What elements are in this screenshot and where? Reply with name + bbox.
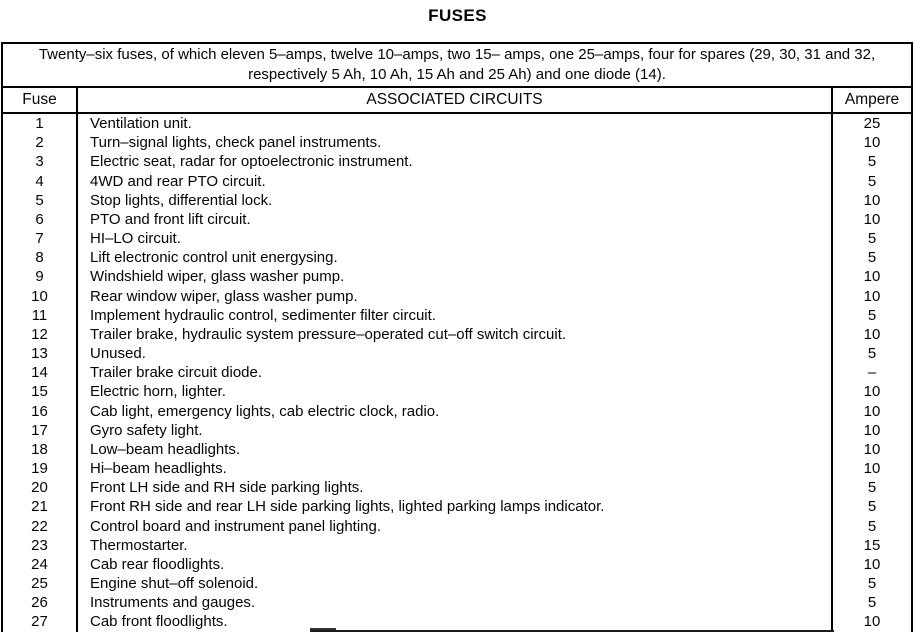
circuit-description-cell: Cab rear floodlights. <box>76 555 833 574</box>
ampere-value-cell: 5 <box>867 517 877 535</box>
fuse-number-cell: 14 <box>31 364 48 382</box>
table-row <box>3 229 911 248</box>
table-row <box>3 248 911 267</box>
ampere-value-cell: 5 <box>867 306 877 324</box>
ampere-value-cell: 5 <box>867 153 877 171</box>
table-row <box>3 344 911 363</box>
circuit-description-cell: Hi–beam headlights. <box>76 459 833 478</box>
ampere-value-cell: 10 <box>863 191 881 209</box>
fuse-number-cell: 27 <box>31 613 48 631</box>
fuse-number-cell: 25 <box>31 575 48 593</box>
ampere-value-cell: 10 <box>863 383 881 401</box>
table-row <box>3 152 911 171</box>
column-header-ampere: Ampere <box>844 91 900 108</box>
ampere-value-cell: 10 <box>863 460 881 478</box>
fuse-number-cell: 15 <box>31 383 48 401</box>
ampere-value-cell: 10 <box>863 440 881 458</box>
table-row <box>3 133 911 152</box>
circuit-description-cell: Rear window wiper, glass washer pump. <box>76 287 833 306</box>
table-row <box>3 478 911 497</box>
fuse-table-header-row <box>3 88 911 114</box>
table-row <box>3 287 911 306</box>
table-row <box>3 574 911 593</box>
fuse-number-cell: 26 <box>31 594 48 612</box>
circuit-description-cell: Electric seat, radar for optoelectronic instrument. <box>76 152 833 171</box>
fuse-number-cell: 2 <box>35 134 44 152</box>
ampere-value-cell: 5 <box>867 249 877 267</box>
ampere-value-cell: 10 <box>863 555 881 573</box>
fuse-number-cell: 20 <box>31 479 48 497</box>
circuit-description-cell: Engine shut–off solenoid. <box>76 574 833 593</box>
fuse-number-cell: 12 <box>31 325 48 343</box>
fuse-number-cell: 1 <box>35 115 44 132</box>
table-row <box>3 325 911 344</box>
circuit-description-cell: Turn–signal lights, check panel instruments. <box>76 133 833 152</box>
table-row <box>3 440 911 459</box>
circuit-description-cell: Cab front floodlights. <box>76 612 833 631</box>
circuit-description-cell: HI–LO circuit. <box>76 229 833 248</box>
fuse-number-cell: 5 <box>35 191 44 209</box>
circuit-description-cell: Front LH side and RH side parking lights. <box>76 478 833 497</box>
circuit-description-cell: Trailer brake, hydraulic system pressure–operated cut–off switch circuit. <box>76 325 833 344</box>
fuse-number-cell: 9 <box>35 268 44 286</box>
fuse-number-cell: 23 <box>31 536 48 554</box>
fuse-number-cell: 10 <box>31 287 48 305</box>
circuit-description-cell: Cab light, emergency lights, cab electric clock, radio. <box>76 402 833 421</box>
circuit-description-cell: Windshield wiper, glass washer pump. <box>76 267 833 286</box>
ampere-value-cell: 10 <box>863 325 881 343</box>
ampere-value-cell: – <box>867 364 877 382</box>
fuse-number-cell: 16 <box>31 402 48 420</box>
ampere-value-cell: 10 <box>863 210 881 228</box>
ampere-value-cell: 10 <box>863 268 881 286</box>
table-row <box>3 172 911 191</box>
ampere-value-cell: 5 <box>867 230 877 248</box>
ampere-value-cell: 5 <box>867 594 877 612</box>
circuit-description-cell: Thermostarter. <box>76 536 833 555</box>
fuse-number-cell: 6 <box>35 210 44 228</box>
ampere-value-cell: 15 <box>863 536 881 554</box>
table-row <box>3 363 911 382</box>
circuit-description-cell: Front RH side and rear LH side parking lights, lighted parking lamps indicator. <box>76 497 833 516</box>
table-row <box>3 555 911 574</box>
circuit-description-cell: Control board and instrument panel lighting. <box>76 517 833 536</box>
table-row <box>3 114 911 133</box>
table-row <box>3 191 911 210</box>
circuit-description-cell: Gyro safety light. <box>76 421 833 440</box>
fuse-number-cell: 19 <box>31 460 48 478</box>
fuse-number-cell: 21 <box>31 498 48 516</box>
fuse-table <box>1 42 913 632</box>
circuit-description-cell: Instruments and gauges. <box>76 593 833 612</box>
ampere-value-cell: 5 <box>867 172 877 190</box>
ampere-value-cell: 25 <box>863 115 881 132</box>
ampere-value-cell: 10 <box>863 134 881 152</box>
fuse-number-cell: 8 <box>35 249 44 267</box>
ampere-value-cell: 10 <box>863 421 881 439</box>
page-title: FUSES <box>428 6 487 25</box>
ampere-value-cell: 10 <box>863 287 881 305</box>
fuse-table-body <box>3 114 911 632</box>
table-row <box>3 382 911 401</box>
ampere-value-cell: 10 <box>863 613 881 631</box>
ampere-value-cell: 5 <box>867 575 877 593</box>
circuit-description-cell: Unused. <box>76 344 833 363</box>
circuit-description-cell: Electric horn, lighter. <box>76 382 833 401</box>
circuit-description-cell: Stop lights, differential lock. <box>76 191 833 210</box>
table-row <box>3 421 911 440</box>
column-header-fuse: Fuse <box>22 91 57 108</box>
circuit-description-cell: Lift electronic control unit energysing. <box>76 248 833 267</box>
table-row <box>3 593 911 612</box>
circuit-description-cell: Low–beam headlights. <box>76 440 833 459</box>
ampere-value-cell: 5 <box>867 345 877 363</box>
table-row <box>3 536 911 555</box>
fuse-number-cell: 24 <box>31 555 48 573</box>
circuit-description-cell: Trailer brake circuit diode. <box>76 363 833 382</box>
ampere-value-cell: 5 <box>867 498 877 516</box>
table-row <box>3 402 911 421</box>
table-row <box>3 306 911 325</box>
fuse-number-cell: 4 <box>35 172 44 190</box>
ampere-value-cell: 5 <box>867 479 877 497</box>
fuse-number-cell: 11 <box>31 306 48 324</box>
table-row <box>3 612 911 631</box>
fuse-number-cell: 3 <box>35 153 44 171</box>
table-row <box>3 497 911 516</box>
fuse-number-cell: 13 <box>31 345 48 363</box>
fuse-number-cell: 22 <box>31 517 48 535</box>
table-row <box>3 459 911 478</box>
table-row <box>3 267 911 286</box>
table-row <box>3 517 911 536</box>
circuit-description-cell: 4WD and rear PTO circuit. <box>76 172 833 191</box>
table-row <box>3 210 911 229</box>
fuse-number-cell: 18 <box>31 440 48 458</box>
column-header-associated-circuits: ASSOCIATED CIRCUITS <box>76 88 833 112</box>
circuit-description-cell: Ventilation unit. <box>76 114 833 133</box>
fuse-number-cell: 7 <box>35 230 44 248</box>
circuit-description-cell: Implement hydraulic control, sedimenter filter circuit. <box>76 306 833 325</box>
ampere-value-cell: 10 <box>863 402 881 420</box>
fuse-number-cell: 17 <box>31 421 48 439</box>
fuse-table-intro: Twenty–six fuses, of which eleven 5–amps, twelve 10–amps, two 15– amps, one 25–amps, four for spares (29, 30, 31 and 32, respectively 5 Ah, 10 Ah, 15 Ah and 25 Ah) and one diode (14). <box>3 42 911 88</box>
circuit-description-cell: PTO and front lift circuit. <box>76 210 833 229</box>
